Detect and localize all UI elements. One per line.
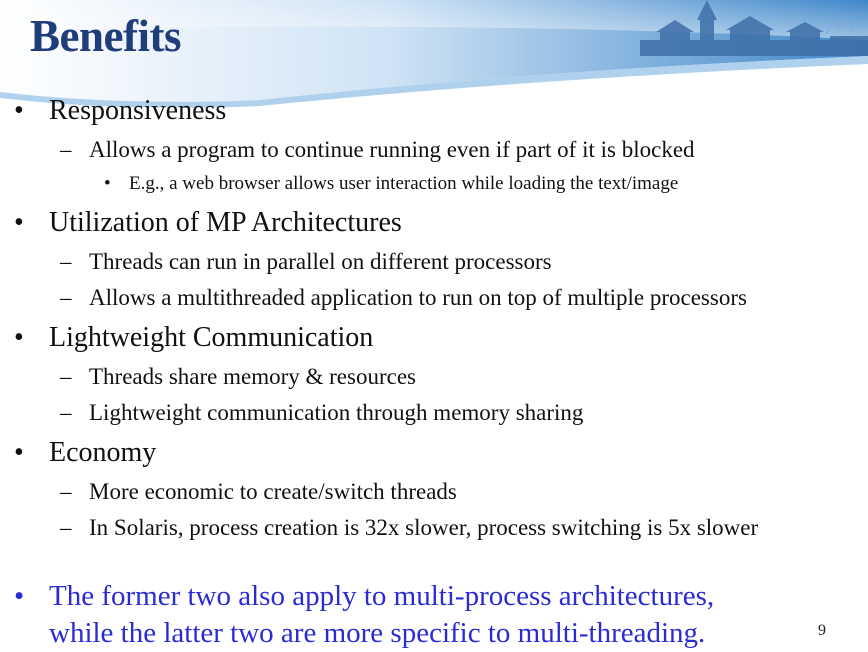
bullet-text: Responsiveness: [49, 95, 227, 126]
sub-bullet-text: Allows a multithreaded application to run on top of multiple processors: [89, 285, 747, 310]
sub-bullet: [60, 137, 695, 163]
sub-sub-bullet: [104, 173, 678, 195]
small-dot-icon: •: [104, 173, 111, 194]
summary-note: [14, 578, 714, 652]
sub-bullet: [60, 479, 457, 505]
dash-icon: –: [60, 285, 72, 310]
bullet-dot-icon: •: [14, 207, 24, 238]
page-number: 9: [818, 622, 826, 639]
bullet-economy: [14, 437, 156, 469]
sub-bullet-text: More economic to create/switch threads: [89, 479, 457, 504]
slide-title: Benefits: [30, 11, 181, 61]
bullet-dot-icon: •: [14, 580, 25, 612]
bullet-dot-icon: •: [14, 322, 24, 353]
sub-bullet-text: Lightweight communication through memory sharing: [89, 400, 584, 425]
dash-icon: –: [60, 137, 72, 162]
sub-sub-bullet-text: E.g., a web browser allows user interaction while loading the text/image: [129, 173, 679, 194]
summary-note-line1: The former two also apply to multi-process architectures,: [49, 580, 715, 612]
bullet-text: Economy: [49, 437, 157, 468]
summary-note-line2: while the latter two are more specific to multi-threading.: [49, 617, 706, 649]
bullet-text: Lightweight Communication: [49, 322, 374, 353]
bullet-responsiveness: [14, 95, 226, 127]
sub-bullet: [60, 400, 583, 426]
dash-icon: –: [60, 249, 72, 274]
dash-icon: –: [60, 479, 72, 504]
sub-bullet-text: Threads can run in parallel on different processors: [89, 249, 552, 274]
dash-icon: –: [60, 364, 72, 389]
bullet-text: Utilization of MP Architectures: [49, 207, 402, 238]
sub-bullet-text: Threads share memory & resources: [89, 364, 416, 389]
sub-bullet: [60, 249, 552, 275]
bullet-dot-icon: •: [14, 437, 24, 468]
sub-bullet-text: In Solaris, process creation is 32x slower, process switching is 5x slower: [89, 515, 759, 540]
bullet-dot-icon: •: [14, 95, 24, 126]
sub-bullet: [60, 515, 758, 541]
dash-icon: –: [60, 515, 72, 540]
sub-bullet: [60, 364, 416, 390]
sub-bullet: [60, 285, 747, 311]
dash-icon: –: [60, 400, 72, 425]
sub-bullet-text: Allows a program to continue running even if part of it is blocked: [89, 137, 695, 162]
bullet-lightweight-communication: [14, 322, 373, 354]
bullet-mp-architectures: [14, 207, 402, 239]
